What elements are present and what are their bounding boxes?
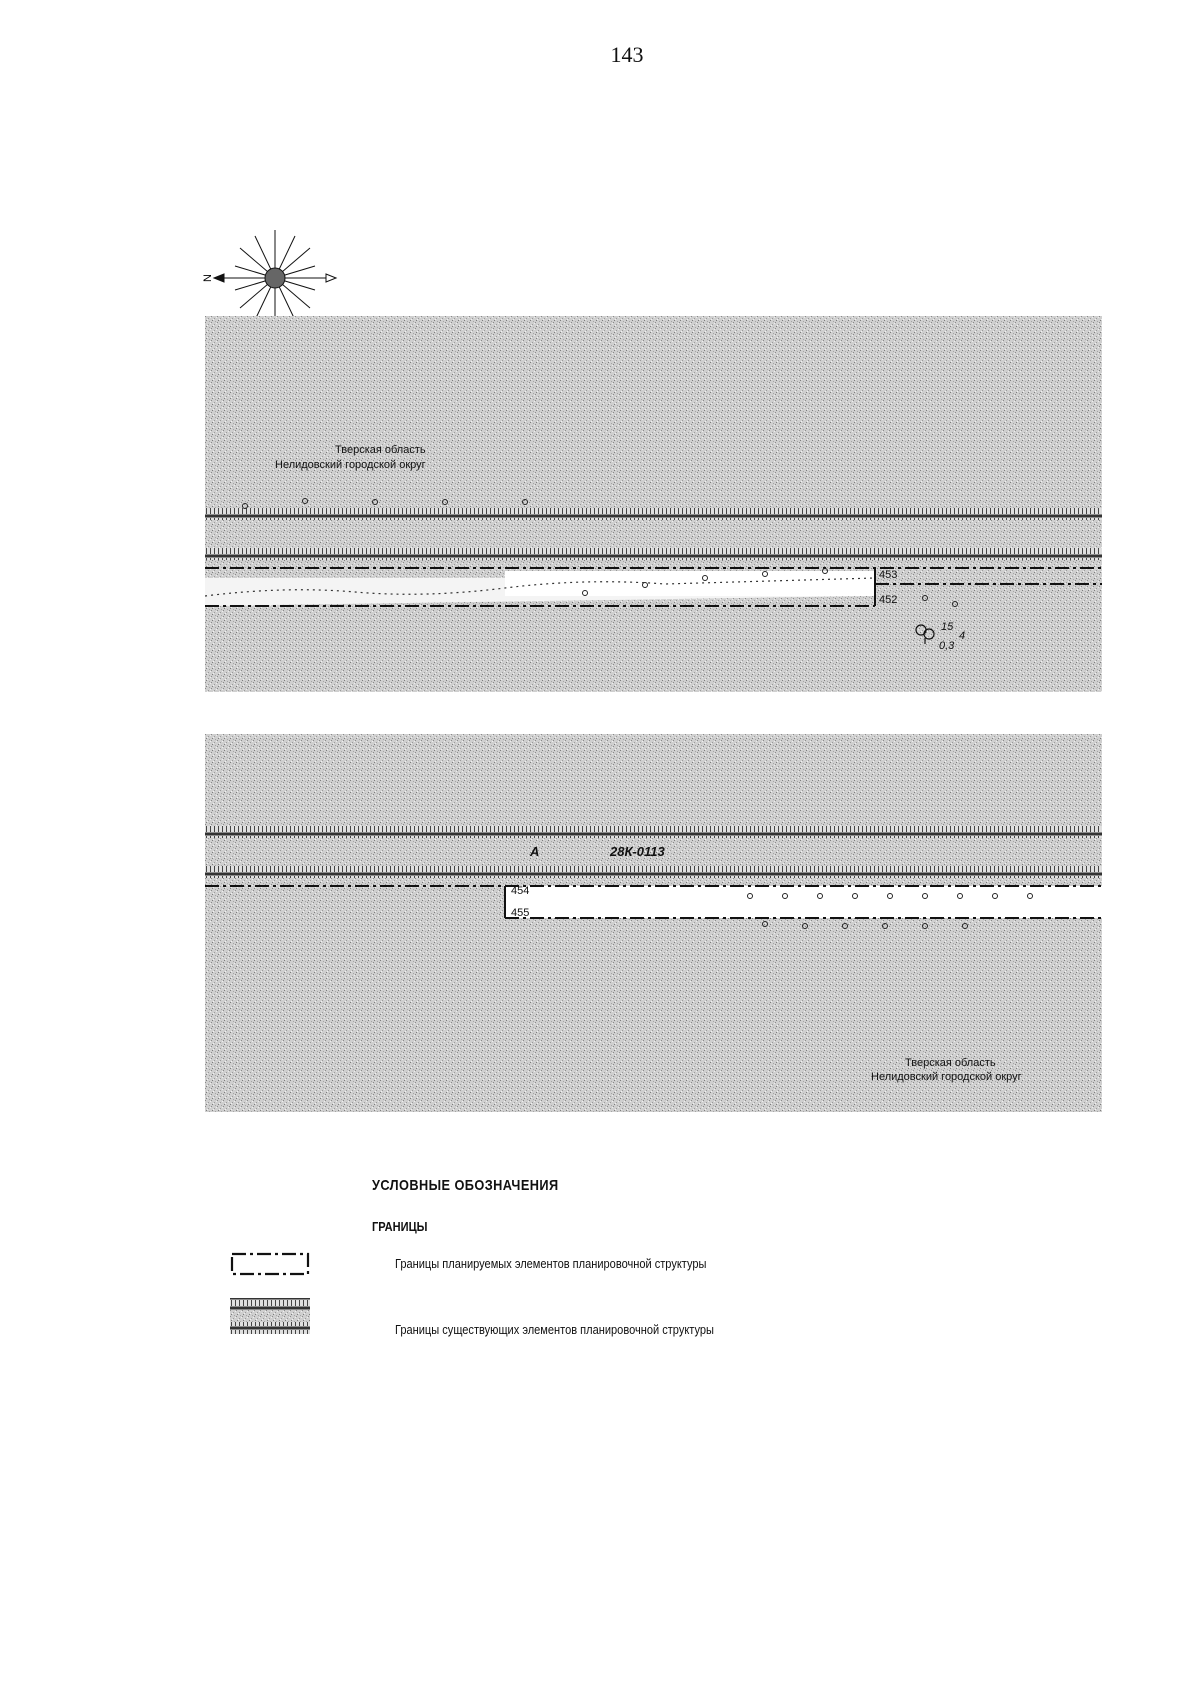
compass-rose-icon	[214, 230, 336, 326]
tree-height: 4	[959, 630, 966, 642]
existing-boundary-symbol-icon	[230, 1298, 310, 1334]
legend-item-existing	[230, 1298, 930, 1337]
tree-diameter: 0,3	[939, 640, 955, 652]
region-label-line1: Тверская область	[905, 1057, 996, 1069]
map-background	[205, 316, 1102, 692]
existing-boundary-band	[205, 866, 1102, 878]
north-label: N	[202, 274, 214, 282]
existing-boundary-band	[205, 826, 1102, 838]
region-label-line2: Нелидовский городской округ	[275, 459, 426, 471]
legend-item-planned	[230, 1250, 930, 1286]
map-panel-bottom	[205, 734, 1102, 1112]
map-background	[205, 734, 1102, 1112]
region-label-line1: Тверская область	[335, 444, 426, 456]
page-number: 143	[610, 42, 644, 67]
map-panel-top	[205, 316, 1102, 692]
tree-count: 15	[941, 621, 954, 633]
road-code-label: 28К-0113	[610, 844, 665, 859]
point-label: 453	[879, 569, 898, 581]
legend-title: УСЛОВНЫЕ ОБОЗНАЧЕНИЯ	[372, 1177, 559, 1194]
existing-boundary-band	[205, 548, 1102, 560]
road-category-letter: А	[530, 844, 540, 859]
road-surface	[505, 886, 1102, 918]
road-surface	[505, 571, 875, 596]
point-label: 455	[511, 907, 530, 919]
legend-item-label: Границы существующих элементов планировочной структуры	[395, 1322, 714, 1337]
legend-section: ГРАНИЦЫ	[372, 1219, 428, 1234]
region-label-line2: Нелидовский городской округ	[871, 1071, 1022, 1083]
legend-item-label: Границы планируемых элементов планировочной структуры	[395, 1256, 707, 1271]
point-label: 452	[879, 594, 898, 606]
existing-boundary-band	[205, 508, 1102, 520]
planned-boundary-symbol-icon	[230, 1250, 310, 1278]
point-label: 454	[511, 885, 530, 897]
north-arrow-compass	[200, 228, 340, 328]
